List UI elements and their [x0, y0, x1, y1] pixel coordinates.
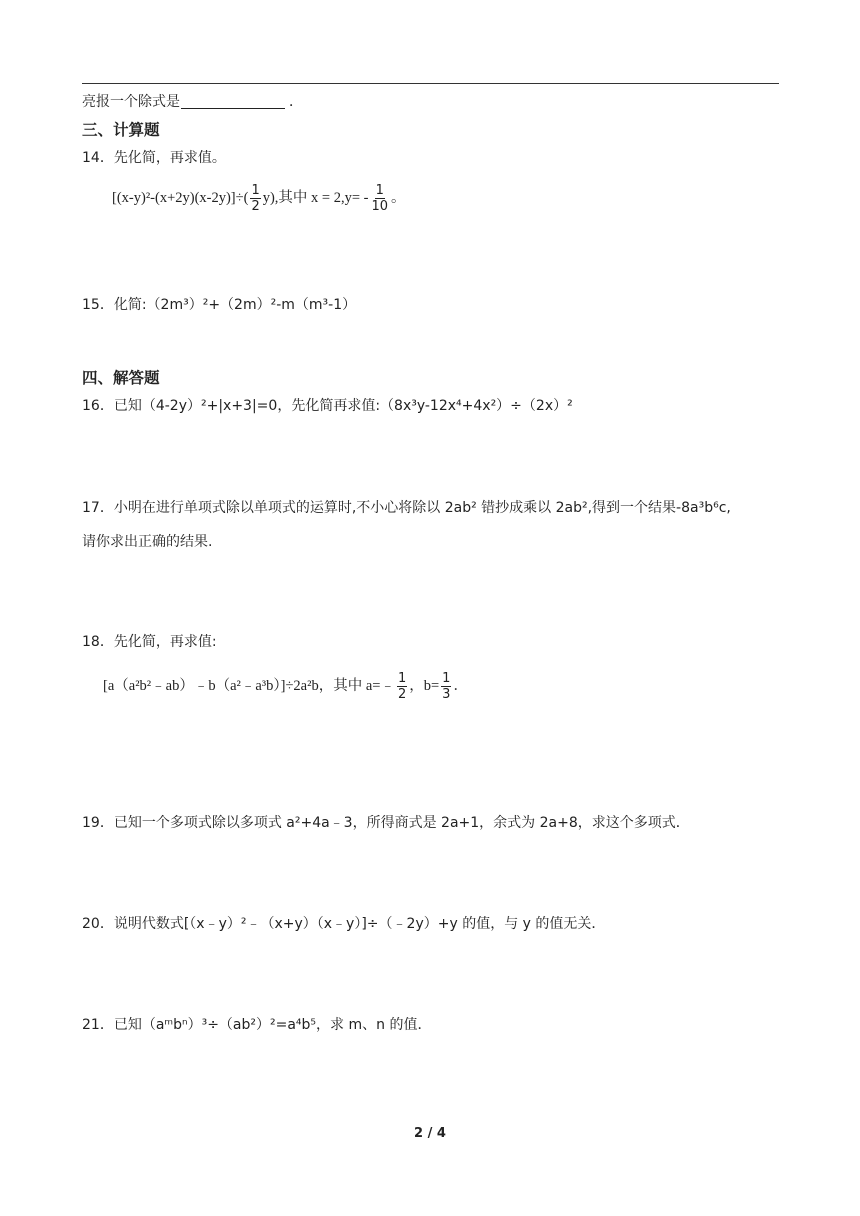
fill-in-line: [82, 92, 303, 112]
question-14-expression: [112, 184, 406, 213]
question-number: 15: [82, 297, 100, 313]
question-number: 21: [82, 1017, 100, 1033]
fraction-numerator: 1: [375, 183, 384, 198]
question-18: 18．先化简，再求值:: [82, 634, 217, 650]
fraction-numerator: 1: [442, 671, 451, 686]
question-20: 20．说明代数式[（x﹣y）²﹣（x+y）（x﹣y）]÷（﹣2y）+y 的值，与 y 的值无关．: [82, 916, 606, 932]
expr-end: 。: [391, 189, 406, 206]
header-rule: [82, 83, 779, 84]
answer-blank[interactable]: [181, 94, 285, 109]
question-text: 已知（4-2y）²+|x+3|=0，先化简再求值:（8x³y-12x⁴+4x²）÷（2x）²: [113, 398, 573, 414]
question-prompt: 先化简，再求值。: [113, 150, 226, 166]
question-prompt: 先化简，再求值:: [113, 634, 217, 650]
fraction-denominator: 2: [397, 687, 407, 702]
question-15: 15．化简:（2m³）²+（2m）²-m（m³-1）: [82, 297, 357, 313]
fraction-denominator: 2: [251, 199, 260, 214]
fill-line-suffix: ．: [289, 94, 303, 110]
question-number: 20: [82, 916, 100, 932]
fill-line-prefix: 亮报一个除式是: [82, 94, 180, 110]
question-18-expression: [103, 672, 468, 701]
question-17-continued: 请你求出正确的结果.: [82, 534, 213, 550]
fraction-a: [397, 672, 407, 701]
expr: [a（a²b²﹣ab）﹣b（a²﹣a³b）]÷2a²b，其中 a=﹣: [103, 677, 395, 694]
question-17: 17．小明在进行单项式除以单项式的运算时,不小心将除以 2ab² 错抄成乘以 2ab²,得到一个结果-8a³b⁶c,: [82, 500, 731, 516]
question-number: 17: [82, 500, 100, 516]
fraction-numerator: 1: [397, 671, 407, 686]
expr-mid: ，b=: [409, 677, 440, 694]
fraction-half: [250, 184, 260, 213]
fraction-numerator: 1: [251, 183, 260, 198]
question-text: 小明在进行单项式除以单项式的运算时,不小心将除以 2ab² 错抄成乘以 2ab²,得到一个结果-8a³b⁶c,: [113, 500, 731, 516]
question-number: 16: [82, 398, 100, 414]
question-14: 14．先化简，再求值。: [82, 150, 226, 166]
question-text: 已知一个多项式除以多项式 a²+4a﹣3，所得商式是 2a+1，余式为 2a+8，求这个多项式．: [113, 815, 690, 831]
question-16: 16．已知（4-2y）²+|x+3|=0，先化简再求值:（8x³y-12x⁴+4x²）÷（2x）²: [82, 398, 573, 414]
question-text: 化简:（2m³）²+（2m）²-m（m³-1）: [113, 297, 357, 313]
fraction-denominator: 3: [442, 687, 451, 702]
question-text: 说明代数式[（x﹣y）²﹣（x+y）（x﹣y）]÷（﹣2y）+y 的值，与 y 的值无关．: [113, 916, 606, 932]
question-21: 21．已知（aᵐbⁿ）³÷（ab²）²=a⁴b⁵，求 m、n 的值．: [82, 1017, 432, 1033]
question-number: 18: [82, 634, 100, 650]
question-19: 19．已知一个多项式除以多项式 a²+4a﹣3，所得商式是 2a+1，余式为 2a+8，求这个多项式．: [82, 815, 690, 831]
question-number: 19: [82, 815, 100, 831]
fraction-tenth: [370, 184, 389, 213]
expr-end: ．: [453, 677, 468, 694]
question-text: 已知（aᵐbⁿ）³÷（ab²）²=a⁴b⁵，求 m、n 的值．: [113, 1017, 432, 1033]
page-number: 2 / 4: [414, 1126, 446, 1141]
section-3-title: 三、计算题: [82, 121, 160, 139]
expr-prefix: [(x-y)²-(x+2y)(x-2y)]÷(: [112, 189, 249, 206]
question-number: 14: [82, 150, 100, 166]
section-4-title: 四、解答题: [82, 369, 160, 387]
fraction-b: [441, 672, 451, 701]
expr-middle: y),其中 x = 2,y= -: [262, 189, 369, 206]
fraction-denominator: 10: [371, 199, 389, 214]
